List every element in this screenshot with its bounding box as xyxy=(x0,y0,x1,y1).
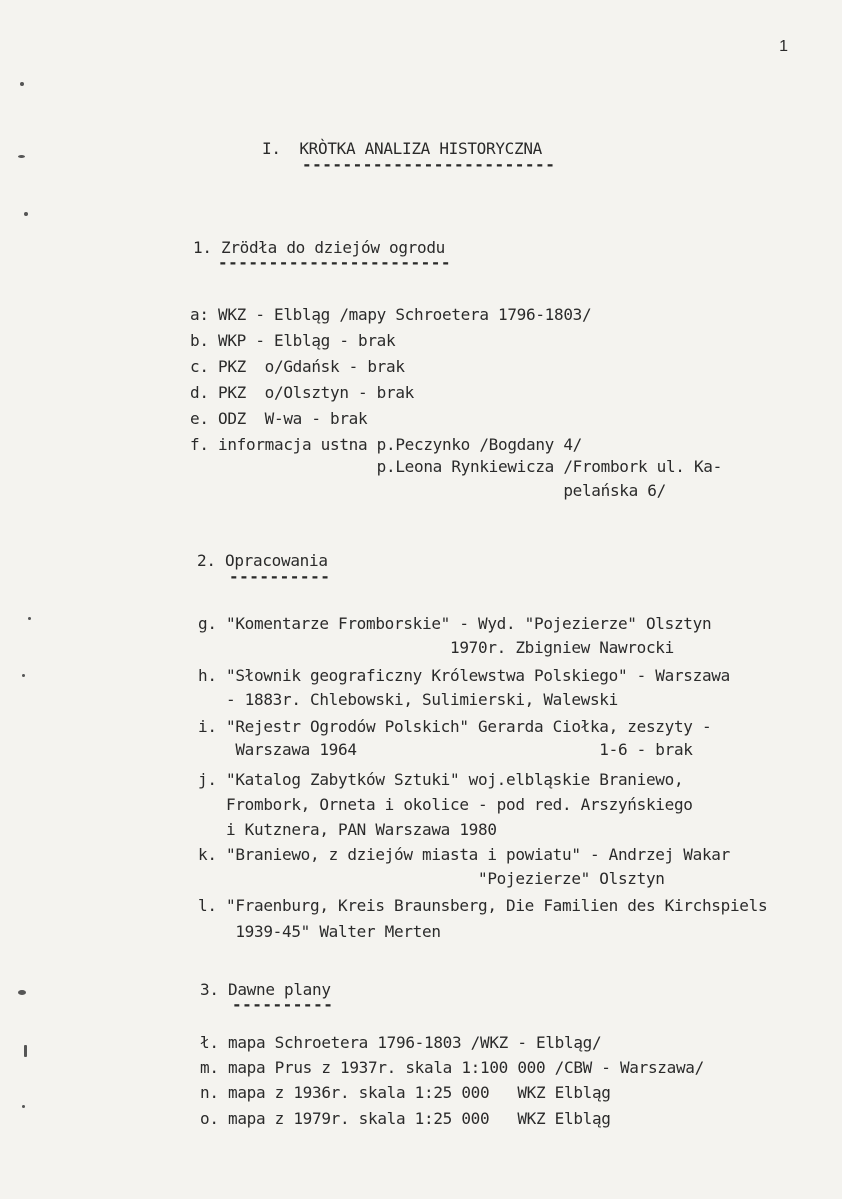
source-line: p.Leona Rynkiewicza /Frombork ul. Ka- xyxy=(190,457,722,476)
publication-line: g. "Komentarze Fromborskie" - Wyd. "Pojezierze" Olsztyn xyxy=(198,614,712,633)
map-line: o. mapa z 1979r. skala 1:25 000 WKZ Elbląg xyxy=(200,1109,611,1128)
publication-line: j. "Katalog Zabytków Sztuki" woj.elbląskie Braniewo, xyxy=(198,770,684,789)
scan-speck xyxy=(22,674,25,677)
publication-line: Warszawa 1964 1-6 - brak xyxy=(198,740,693,759)
publication-line: i. "Rejestr Ogrodów Polskich" Gerarda Ciołka, zeszyty - xyxy=(198,717,712,736)
publication-line: Frombork, Orneta i okolice - pod red. Arszyńskiego xyxy=(198,795,693,814)
section-3-underline: ---------- xyxy=(232,995,334,1014)
page-number: 1 xyxy=(779,38,788,55)
publication-line: i Kutznera, PAN Warszawa 1980 xyxy=(198,820,497,839)
publication-line: k. "Braniewo, z dziejów miasta i powiatu" - Andrzej Wakar xyxy=(198,845,730,864)
publication-line: 1970r. Zbigniew Nawrocki xyxy=(198,638,674,657)
publication-line: l. "Fraenburg, Kreis Braunsberg, Die Familien des Kirchspiels xyxy=(198,896,768,915)
map-line: n. mapa z 1936r. skala 1:25 000 WKZ Elbląg xyxy=(200,1083,611,1102)
scan-speck xyxy=(18,990,26,995)
source-line: b. WKP - Elbląg - brak xyxy=(190,331,396,350)
section-1-underline: ----------------------- xyxy=(218,253,452,272)
section-3-heading: 3. Dawne plany xyxy=(200,980,331,999)
section-2-underline: ---------- xyxy=(229,567,331,586)
scan-speck xyxy=(24,212,28,216)
scan-speck xyxy=(24,1045,27,1057)
publication-line: - 1883r. Chlebowski, Sulimierski, Walewski xyxy=(198,690,618,709)
map-line: ł. mapa Schroetera 1796-1803 /WKZ - Elbląg/ xyxy=(200,1033,602,1052)
publication-line: "Pojezierze" Olsztyn xyxy=(198,869,665,888)
scan-speck xyxy=(20,82,24,86)
scan-speck xyxy=(18,155,25,158)
source-line: pelańska 6/ xyxy=(190,481,666,500)
scan-speck xyxy=(22,1105,25,1108)
source-line: e. ODZ W-wa - brak xyxy=(190,409,368,428)
map-line: m. mapa Prus z 1937r. skala 1:100 000 /CBW - Warszawa/ xyxy=(200,1058,704,1077)
source-line: f. informacja ustna p.Peczynko /Bogdany 4/ xyxy=(190,435,582,454)
title-underline: ------------------------- xyxy=(302,155,556,174)
source-line: c. PKZ o/Gdańsk - brak xyxy=(190,357,405,376)
source-line: d. PKZ o/Olsztyn - brak xyxy=(190,383,414,402)
section-2-heading: 2. Opracowania xyxy=(197,551,328,570)
scan-speck xyxy=(28,617,31,620)
section-1-heading: 1. Zrödła do dziejów ogrodu xyxy=(193,238,445,257)
source-line: a: WKZ - Elbląg /mapy Schroetera 1796-1803/ xyxy=(190,305,592,324)
document-title: I. KRÒTKA ANALIZA HISTORYCZNA xyxy=(262,139,542,158)
publication-line: 1939-45" Walter Merten xyxy=(198,922,441,941)
publication-line: h. "Słownik geograficzny Królewstwa Polskiego" - Warszawa xyxy=(198,666,730,685)
